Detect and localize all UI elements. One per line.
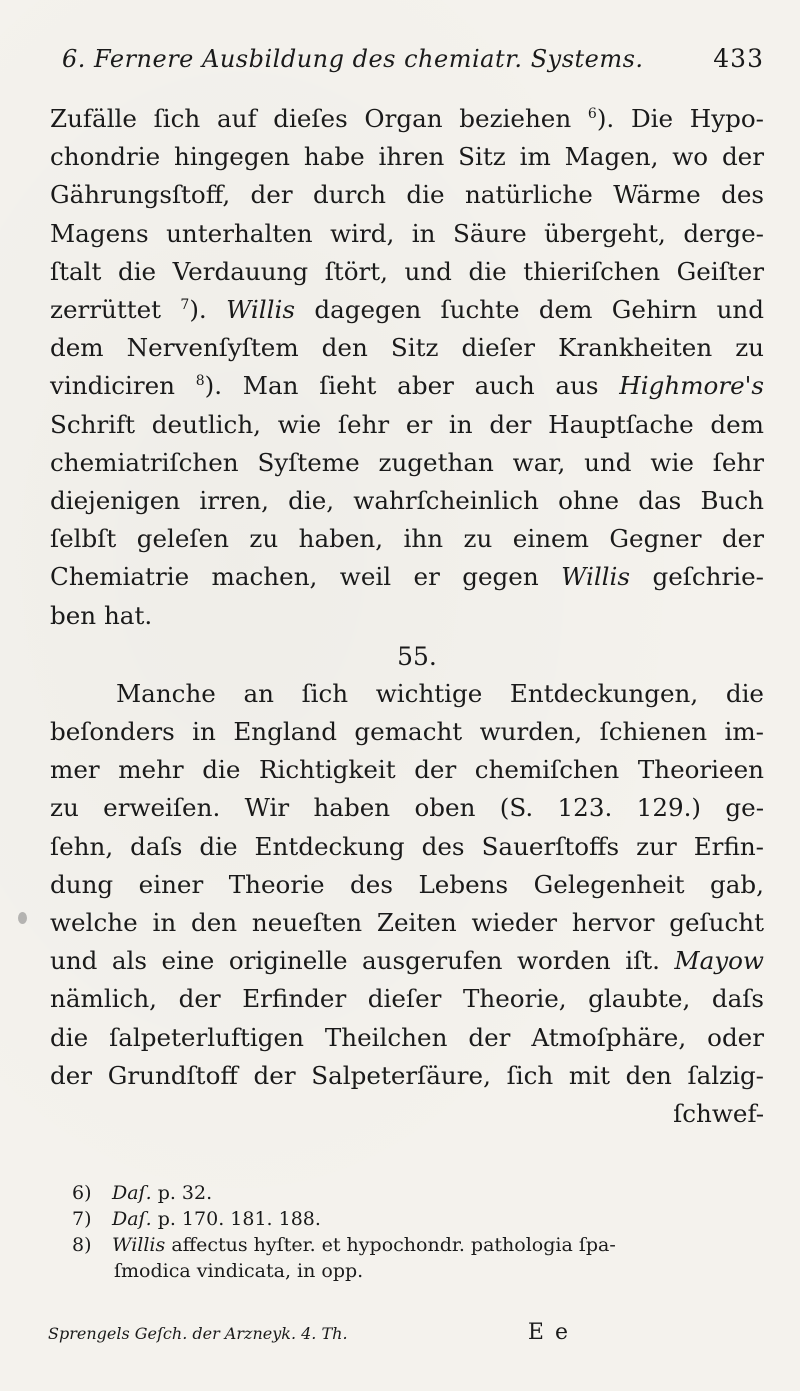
line-text: Schrift deutlich, wie ſehr er in der Hauptſache dem	[50, 409, 764, 439]
text-line	[50, 1057, 764, 1095]
paragraph-2	[50, 675, 764, 1133]
line-text: diejenigen irren, die, wahrſcheinlich ohne das Buch	[50, 486, 764, 516]
italic-name: Willis	[226, 295, 296, 325]
running-header	[62, 44, 764, 73]
footnote-source: Daſ.	[112, 1208, 152, 1230]
line-text: Gährungsſtoff, der durch die natürliche Wärme des	[50, 180, 764, 210]
footnote-ref: 7	[180, 297, 190, 314]
line-text: ). Die Hypo-	[596, 104, 764, 133]
section-number: 55.	[397, 641, 437, 671]
text-line	[50, 980, 764, 1018]
line-text: ).	[189, 295, 207, 325]
italic-name: Highmore's	[619, 371, 765, 401]
footnote-source: Daſ.	[112, 1182, 152, 1204]
signature-mark: E e	[527, 1320, 570, 1345]
signature-line	[48, 1320, 760, 1345]
text-line	[50, 253, 764, 291]
line-text: und als eine originelle ausgerufen worden iſt.	[50, 946, 660, 976]
italic-name: Mayow	[674, 946, 764, 976]
line-text: nämlich, der Erfinder dieſer Theorie, glaubte, daſs	[50, 984, 764, 1014]
line-text: beſonders in England gemacht wurden, ſchienen im-	[50, 717, 764, 747]
line-text: ſelbſt geleſen zu haben, ihn zu einem Gegner der	[50, 524, 764, 554]
line-text: chondrie hingegen habe ihren Sitz im Magen, wo der	[50, 142, 764, 172]
text-line	[50, 444, 764, 482]
text-line	[50, 406, 764, 444]
footnote-text: p. 32.	[157, 1182, 213, 1204]
footnote-number: 6)	[72, 1182, 92, 1204]
footnote-number: 8)	[72, 1234, 92, 1256]
ink-blot	[18, 912, 27, 924]
italic-name: Willis	[561, 562, 631, 592]
text-line	[50, 751, 764, 789]
line-text: vindiciren	[50, 371, 175, 401]
text-line	[50, 100, 764, 138]
footnote-text: affectus hyſter. et hypochondr. pathologia ſpa-	[171, 1234, 616, 1256]
line-text: geſchrie-	[652, 562, 764, 592]
text-line	[50, 558, 764, 596]
text-line	[50, 215, 764, 253]
text-line	[50, 597, 764, 635]
line-text: ). Man ſieht aber auch aus	[204, 371, 599, 401]
line-text: Magens unterhalten wird, in Säure übergeht, derge-	[50, 218, 764, 248]
line-text: welche in den neueſten Zeiten wieder hervor geſucht	[50, 908, 764, 938]
text-line	[50, 828, 764, 866]
line-text: dem Nervenſyſtem den Sitz dieſer Krankheiten zu	[50, 333, 764, 363]
line-text: zu erweiſen. Wir haben oben (S. 123. 129.) ge-	[50, 793, 764, 823]
text-line	[50, 482, 764, 520]
footnote-text: ſmodica vindicata, in opp.	[114, 1260, 364, 1282]
text-line	[50, 520, 764, 558]
text-line	[50, 904, 764, 942]
footnote-ref: 6	[587, 106, 597, 122]
text-line	[50, 329, 764, 367]
page-number: 433	[713, 44, 764, 73]
text-line	[50, 675, 764, 713]
footnotes	[72, 1180, 760, 1284]
text-line	[50, 866, 764, 904]
line-text: der Grundſtoff der Salpeterſäure, ſich mit den ſalzig-	[50, 1060, 764, 1090]
line-text: Chemiatrie machen, weil er gegen	[50, 562, 539, 592]
line-text: die ſalpeterluftigen Theilchen der Atmoſphäre, oder	[50, 1022, 764, 1052]
line-text: chemiatriſchen Syſteme zugethan war, und wie ſehr	[50, 447, 764, 477]
paragraph-1	[50, 100, 764, 635]
footnote	[72, 1232, 760, 1258]
line-text: Zufälle ſich auf dieſes Organ beziehen	[50, 104, 572, 133]
line-text: mer mehr die Richtigkeit der chemiſchen Theorieen	[50, 755, 764, 785]
line-text: Manche an ſich wichtige Entdeckungen, die	[116, 678, 764, 708]
text-line	[50, 1019, 764, 1057]
main-text	[50, 100, 764, 1133]
footnote	[72, 1206, 760, 1232]
line-text: ben hat.	[50, 600, 153, 630]
footnote-number: 7)	[72, 1208, 92, 1230]
line-text: zerrüttet	[50, 295, 162, 325]
text-line	[50, 367, 764, 405]
text-line	[50, 789, 764, 827]
footnote	[72, 1180, 760, 1206]
footnote-ref: 8	[195, 373, 205, 390]
text-line	[50, 176, 764, 214]
footnote-source: Willis	[112, 1234, 166, 1256]
line-text: dagegen ſuchte dem Gehirn und	[314, 295, 764, 325]
footnote	[72, 1258, 760, 1284]
footnote-text: p. 170. 181. 188.	[157, 1208, 321, 1230]
line-text: dung einer Theorie des Lebens Gelegenheit gab,	[50, 869, 764, 899]
line-text: ſtalt die Verdauung ſtört, und die thieriſchen Geiſter	[50, 256, 764, 286]
text-line	[50, 713, 764, 751]
running-title: 6. Fernere Ausbildung des chemiatr. Systems.	[62, 45, 644, 73]
line-text: ſchwef-	[673, 1099, 764, 1129]
text-line	[50, 942, 764, 980]
text-line	[50, 138, 764, 176]
signature-title: Sprengels Geſch. der Arzneyk. 4. Th.	[48, 1324, 348, 1343]
line-text: ſehn, daſs die Entdeckung des Sauerſtoffs zur Erfin-	[50, 831, 764, 861]
text-line	[50, 1095, 764, 1133]
text-line	[50, 291, 764, 329]
